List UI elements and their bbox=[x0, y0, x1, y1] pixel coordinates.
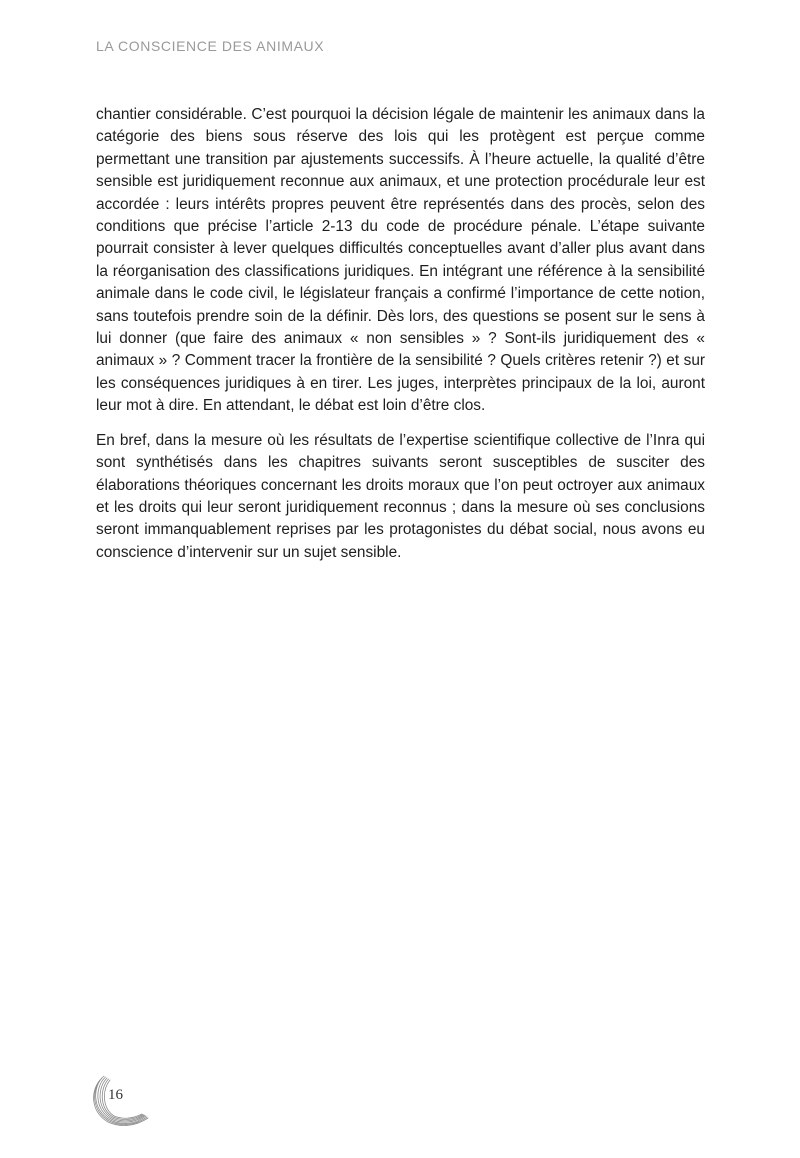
page-number: 16 bbox=[108, 1087, 123, 1103]
running-header-title: LA CONSCIENCE DES ANIMAUX bbox=[96, 38, 325, 54]
paragraph-1: chantier considérable. C’est pourquoi la décision légale de maintenir les animaux dans la catégorie des biens sous réserve des lois qui les protègent est perçue comme permettant une transition par ajustements successifs. À l’heure actuelle, la qualité d’être sensible est juridiquement reconnue aux animaux, et une protection procédurale leur est accordée : leurs intérêts propres peuvent être représentés dans des procès, selon des conditions que précise l’article 2-13 du code de procédure pénale. L’étape suivante pourrait consister à lever quelques difficultés conceptuelles avant d’aller plus avant dans la réorganisation des classifications juridiques. En intégrant une référence à la sensibilité animale dans le code civil, le législateur français a confirmé l’importance de cette notion, sans toutefois prendre soin de la définir. Dès lors, des questions se posent sur le sens à lui donner (que faire des animaux « non sensibles » ? Sont-ils juridiquement des « animaux » ? Comment tracer la frontière de la sensibilité ? Quels critères retenir ?) et sur les conséquences juridiques à en tirer. Les juges, interprètes principaux de la loi, auront leur mot à dire. En attendant, le débat est loin d’être clos. bbox=[96, 106, 705, 415]
paragraph-2: En bref, dans la mesure où les résultats de l’expertise scientifique collective de l’Inra qui sont synthétisés dans les chapitres suivants seront susceptibles de susciter des élaborations théoriques concernant les droits moraux que l’on peut octroyer aux animaux et les droits qui leur seront juridiquement reconnus ; dans la mesure où ses conclusions seront immanquablement reprises par les protagonistes du débat social, nous avons eu conscience d’intervenir sur un sujet sensible. bbox=[96, 431, 705, 561]
page-folio bbox=[88, 1072, 152, 1128]
body-text bbox=[96, 104, 705, 576]
